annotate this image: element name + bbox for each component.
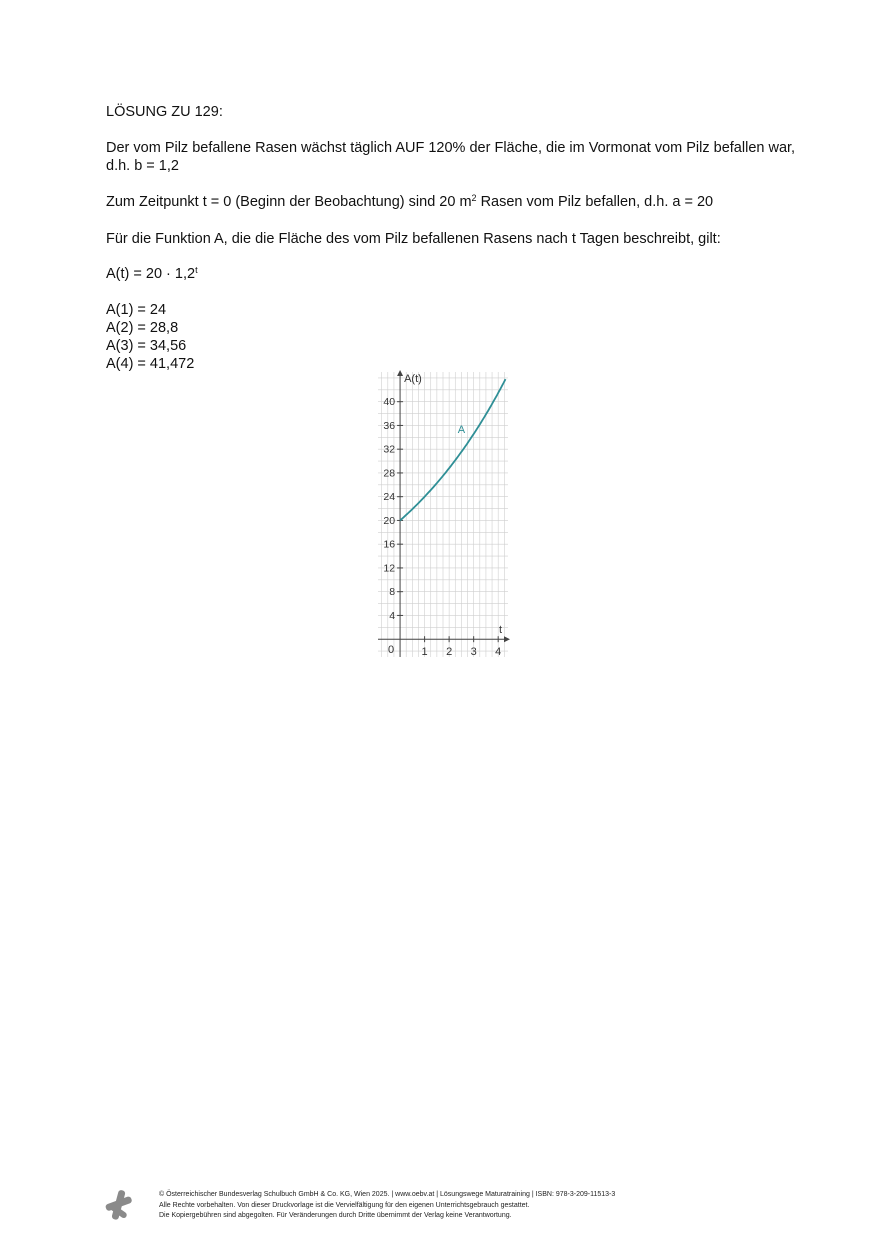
x-tick-label: 4	[495, 646, 502, 659]
value-a3: A(3) = 34,56	[106, 338, 187, 354]
y-tick-label: 24	[383, 491, 396, 504]
origin-label: 0	[387, 644, 395, 657]
publisher-logo-icon	[104, 1188, 134, 1222]
x-axis-label: t	[499, 624, 503, 637]
formula-exponent: t	[195, 265, 198, 275]
y-tick-label: 8	[389, 586, 396, 599]
y-tick-label: 36	[383, 419, 396, 432]
series-label: A	[457, 424, 466, 437]
y-tick-label: 32	[383, 443, 396, 456]
exponential-growth-graph	[370, 368, 515, 663]
y-tick-label: 20	[383, 514, 396, 527]
function-formula	[106, 265, 198, 283]
y-axis-arrow-icon	[397, 370, 403, 376]
value-a2: A(2) = 28,8	[106, 320, 179, 336]
x-tick-label: 2	[446, 646, 453, 659]
footer-rights: Alle Rechte vorbehalten. Von dieser Druckvorlage ist die Vervielfältigung für den eigenen Unterrichtsgebrauch gestattet.	[159, 1201, 530, 1209]
footer-fees: Die Kopiergebühren sind abgegolten. Für Veränderungen durch Dritte übernimmt der Verlag keine Verantwortung.	[159, 1212, 512, 1219]
y-tick-label: 12	[383, 562, 396, 575]
footer	[159, 1190, 615, 1222]
y-tick-label: 4	[389, 609, 396, 622]
value-a4: A(4) = 41,472	[106, 356, 195, 372]
y-tick-label: 40	[383, 396, 396, 409]
x-tick-label: 1	[421, 646, 428, 659]
function-description-paragraph: Für die Funktion A, die die Fläche des vom Pilz befallenen Rasens nach t Tagen beschreibt, gilt:	[106, 231, 721, 247]
series-line-A	[400, 379, 505, 520]
solution-heading: LÖSUNG ZU 129:	[106, 104, 223, 120]
growth-factor-paragraph: Der vom Pilz befallene Rasen wächst täglich AUF 120% der Fläche, die im Vormonat vom Pilz befallen war, d.h. b = 1,2	[106, 140, 796, 174]
x-axis-arrow-icon	[504, 636, 510, 642]
y-axis-label: A(t)	[404, 373, 422, 386]
initial-value-paragraph	[106, 193, 713, 211]
initial-value-text: Zum Zeitpunkt t = 0 (Beginn der Beobachtung) sind 20 m	[106, 194, 472, 210]
square-exponent: 2	[471, 193, 477, 203]
value-a1: A(1) = 24	[106, 302, 167, 318]
footer-copyright: © Österreichischer Bundesverlag Schulbuch GmbH & Co. KG, Wien 2025. | www.oebv.at | Lösungswege Maturatraining | ISBN: 978-3-209-11513-3	[159, 1191, 616, 1198]
formula-base: A(t) = 20 · 1,2	[106, 266, 196, 282]
y-tick-label: 16	[383, 538, 396, 551]
y-tick-label: 28	[383, 467, 396, 480]
initial-value-text-end: Rasen vom Pilz befallen, d.h. a = 20	[476, 194, 714, 210]
x-tick-label: 3	[470, 646, 477, 659]
